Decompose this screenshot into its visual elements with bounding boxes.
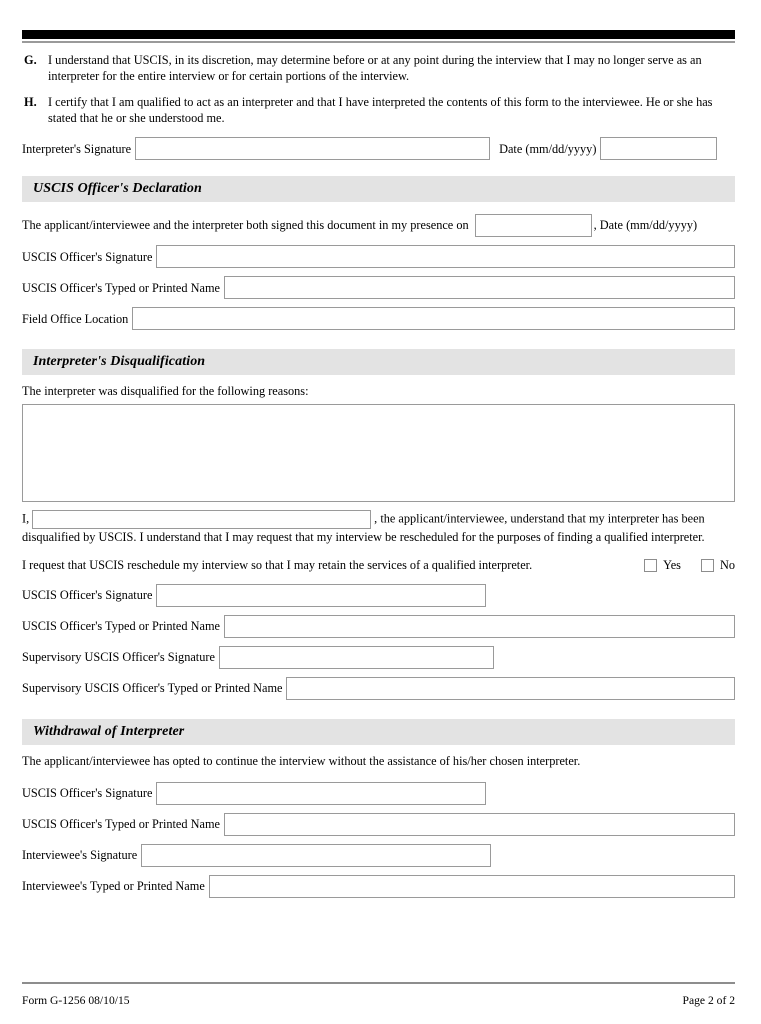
field-office-input[interactable] [132, 307, 735, 330]
section-withdrawal-title: Withdrawal of Interpreter [33, 723, 185, 739]
interpreter-date-label: Date (mm/dd/yyyy) [499, 141, 597, 156]
page-number: Page 2 of 2 [682, 993, 735, 1007]
interpreter-signature-row [22, 137, 735, 160]
disqualification-acknowledgement [22, 510, 735, 546]
field-office-label: Field Office Location [22, 311, 129, 326]
officer-presence-row [22, 214, 735, 237]
reschedule-yes-checkbox[interactable] [644, 559, 657, 572]
officer-name-input[interactable] [224, 276, 735, 299]
section-officer-declaration-header [22, 176, 735, 202]
interpreter-signature-input[interactable] [135, 137, 490, 160]
interviewee-name-label: Interviewee's Typed or Printed Name [22, 878, 205, 893]
disq-officer-name-label: USCIS Officer's Typed or Printed Name [22, 619, 220, 634]
section-disqualification-header [22, 349, 735, 375]
acknowledgement-lead: I, [22, 511, 30, 526]
supervisor-signature-row [22, 646, 735, 669]
certification-item-g [22, 52, 735, 85]
item-g-letter: G. [24, 53, 37, 67]
form-content [22, 52, 735, 898]
section-officer-declaration-title: USCIS Officer's Declaration [33, 181, 202, 197]
interviewee-name-input[interactable] [209, 875, 735, 898]
item-h-letter: H. [24, 94, 37, 109]
interviewee-signature-label: Interviewee's Signature [22, 847, 138, 862]
interviewee-signature-input[interactable] [141, 844, 491, 867]
certification-item-h [22, 94, 735, 127]
officer-presence-date-input[interactable] [475, 214, 592, 237]
interviewee-signature-row [22, 844, 735, 867]
supervisor-name-row [22, 677, 735, 700]
header-rules [22, 30, 735, 43]
interpreter-date-input[interactable] [600, 137, 717, 160]
header-gray-bar [22, 41, 735, 43]
disq-officer-signature-input[interactable] [156, 584, 486, 607]
officer-signature-label: USCIS Officer's Signature [22, 249, 153, 264]
disq-officer-signature-label: USCIS Officer's Signature [22, 588, 153, 603]
form-number: Form G-1256 08/10/15 [22, 993, 130, 1007]
supervisor-signature-input[interactable] [219, 646, 494, 669]
withdrawal-officer-name-input[interactable] [224, 813, 735, 836]
reschedule-no-label: No [719, 557, 735, 572]
officer-signature-row [22, 245, 735, 268]
officer-signature-input[interactable] [156, 245, 735, 268]
section-disqualification-title: Interpreter's Disqualification [33, 354, 206, 370]
disq-officer-name-input[interactable] [224, 615, 735, 638]
withdrawal-officer-name-row [22, 813, 735, 836]
reschedule-no-option[interactable] [701, 558, 735, 573]
reschedule-yes-label: Yes [663, 557, 681, 572]
footer-text-row [22, 984, 735, 1007]
officer-name-label: USCIS Officer's Typed or Printed Name [22, 280, 220, 295]
reschedule-request-row [22, 558, 735, 573]
disqualification-reasons-textarea[interactable] [22, 404, 735, 502]
acknowledgement-name-input[interactable] [32, 510, 371, 529]
disq-officer-signature-row [22, 584, 735, 607]
supervisor-name-label: Supervisory USCIS Officer's Typed or Printed Name [22, 681, 283, 696]
officer-presence-suffix: , Date (mm/dd/yyyy) [593, 218, 698, 233]
disq-officer-name-row [22, 615, 735, 638]
field-office-row [22, 307, 735, 330]
reschedule-statement: I request that USCIS reschedule my interview so that I may retain the services of a qualified interpreter. [22, 557, 533, 572]
interpreter-signature-label: Interpreter's Signature [22, 141, 132, 156]
withdrawal-statement: The applicant/interviewee has opted to continue the interview without the assistance of his/her chosen interpreter. [22, 753, 581, 768]
reschedule-yes-option[interactable] [644, 558, 681, 573]
section-withdrawal-header [22, 719, 735, 745]
withdrawal-officer-signature-label: USCIS Officer's Signature [22, 785, 153, 800]
officer-name-row [22, 276, 735, 299]
disqualification-reasons-label: The interpreter was disqualified for the following reasons: [22, 384, 309, 399]
officer-presence-prefix: The applicant/interviewee and the interpreter both signed this document in my presence on [22, 218, 469, 233]
supervisor-name-input[interactable] [286, 677, 735, 700]
item-h-text: I certify that I am qualified to act as an interpreter and that I have interpreted the contents of this form to the interviewee. He or she has stated that he or she understood me. [48, 94, 713, 126]
withdrawal-officer-signature-row [22, 782, 735, 805]
page-footer [22, 982, 735, 1007]
supervisor-signature-label: Supervisory USCIS Officer's Signature [22, 650, 215, 665]
acknowledgement-text: , the applicant/interviewee, understand that my interpreter has been disqualified by USCIS. I understand that I may request that my interview be rescheduled for the purposes of finding a qualified interpreter. [22, 511, 705, 544]
item-g-text: I understand that USCIS, in its discretion, may determine before or at any point during the interview that I may no longer serve as an interpreter for the entire interview or for certain portions of the interview. [48, 53, 702, 84]
reschedule-no-checkbox[interactable] [701, 559, 714, 572]
header-black-bar [22, 30, 735, 39]
withdrawal-officer-name-label: USCIS Officer's Typed or Printed Name [22, 816, 220, 831]
interviewee-name-row [22, 875, 735, 898]
withdrawal-officer-signature-input[interactable] [156, 782, 486, 805]
